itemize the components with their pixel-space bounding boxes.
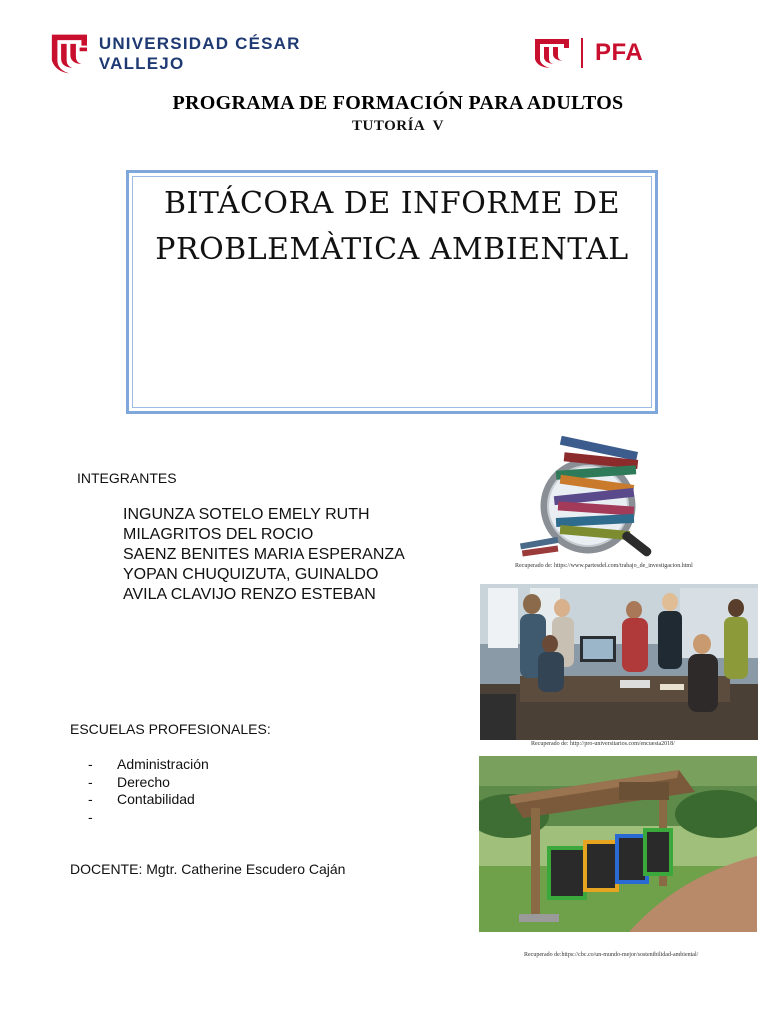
members-list bbox=[88, 505, 428, 605]
pfa-wordmark: PFA bbox=[595, 39, 644, 66]
schools-list bbox=[88, 756, 209, 826]
list-item bbox=[88, 756, 209, 774]
docente-name: Mgtr. Catherine Escudero Caján bbox=[146, 861, 346, 877]
dash-bullet: - bbox=[88, 773, 93, 790]
escuelas-label: ESCUELAS PROFESIONALES: bbox=[70, 721, 271, 737]
bins-image-caption: Recuperado de:https://cbc.co/un-mundo-mejor/sostenibilidad-ambiental/ bbox=[524, 952, 699, 958]
team-meeting-icon bbox=[480, 584, 758, 740]
logo-separator bbox=[581, 38, 583, 68]
program-title: PROGRAMA DE FORMACIÓN PARA ADULTOS bbox=[172, 92, 624, 114]
docente-line bbox=[70, 861, 345, 877]
ucv-logo bbox=[50, 30, 370, 78]
docente-label: DOCENTE: bbox=[70, 861, 143, 877]
document-title-line-2: PROBLEMÀTICA AMBIENTAL bbox=[155, 232, 629, 267]
bullet-icon bbox=[88, 505, 123, 525]
list-item bbox=[88, 809, 209, 827]
list-item bbox=[88, 525, 428, 545]
recycling-bins-photo bbox=[479, 756, 757, 932]
document-title-line-1: BITÁCORA DE INFORME DE bbox=[164, 186, 620, 221]
ucv-emblem-icon bbox=[50, 31, 89, 77]
books-magnifier-icon bbox=[520, 436, 660, 560]
title-box bbox=[126, 170, 658, 414]
tutoria-label: TUTORÍA V bbox=[352, 118, 444, 134]
list-item bbox=[88, 774, 209, 792]
document-title bbox=[129, 181, 655, 273]
pfa-logo bbox=[533, 36, 683, 70]
bullet-icon bbox=[88, 525, 123, 545]
member-name: SAENZ BENITES MARIA ESPERANZA bbox=[123, 546, 405, 563]
dash-bullet: - bbox=[88, 791, 93, 807]
list-item bbox=[88, 565, 428, 585]
list-item bbox=[88, 791, 209, 809]
bullet-icon bbox=[88, 545, 123, 565]
integrantes-label: INTEGRANTES bbox=[77, 470, 177, 486]
university-name: UNIVERSIDAD CÉSAR VALLEJO bbox=[98, 34, 301, 73]
list-item bbox=[88, 545, 428, 565]
dash-bullet: - bbox=[88, 756, 93, 772]
member-name: MILAGRITOS DEL ROCIO bbox=[123, 526, 314, 543]
team-meeting-photo bbox=[480, 584, 758, 740]
school-name: Derecho bbox=[117, 773, 170, 790]
member-name: YOPAN CHUQUIZUTA, GUINALDO bbox=[123, 566, 379, 583]
recycling-bins-icon bbox=[479, 756, 757, 932]
dash-bullet: - bbox=[88, 808, 93, 825]
team-image-caption: Recuperado de: http://pro-universitarios.com/encuesta2018/ bbox=[531, 741, 675, 747]
school-name: Contabilidad bbox=[117, 791, 195, 807]
member-name: AVILA CLAVIJO RENZO ESTEBAN bbox=[123, 586, 376, 603]
list-item bbox=[88, 505, 428, 525]
books-image-caption: Recuperado de: https://www.partesdel.com/trabajo_de_investigacion.html bbox=[515, 563, 693, 569]
pfa-emblem-icon bbox=[533, 37, 571, 69]
bullet-icon bbox=[88, 565, 123, 585]
bullet-icon bbox=[88, 585, 123, 605]
list-item bbox=[88, 585, 428, 605]
member-name: INGUNZA SOTELO EMELY RUTH bbox=[123, 506, 370, 523]
school-name: Administración bbox=[117, 756, 209, 772]
books-magnifier-illustration bbox=[520, 436, 660, 560]
